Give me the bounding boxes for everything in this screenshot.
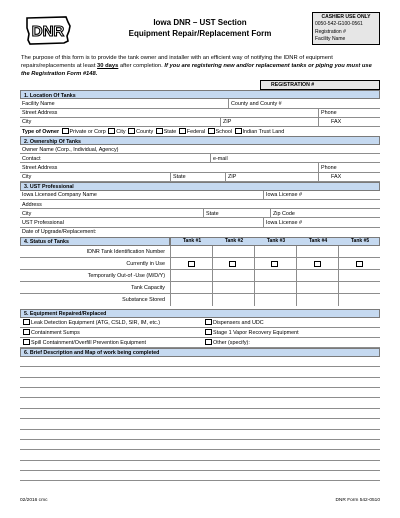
- description-line[interactable]: [20, 419, 380, 429]
- email-label: e-mail: [213, 155, 228, 162]
- other-label: Other (specify):: [213, 340, 250, 347]
- description-line[interactable]: [20, 409, 380, 419]
- county-label: County and County #: [231, 100, 282, 107]
- spill-option: [22, 339, 146, 346]
- substance-row[interactable]: [20, 294, 380, 306]
- divider: [338, 246, 339, 306]
- registration-row: [20, 80, 380, 90]
- divider: [225, 173, 226, 181]
- divider: [228, 99, 229, 107]
- tank4-header: Tank #4: [308, 238, 328, 245]
- section-professional-header: 3. UST Professional: [20, 182, 380, 191]
- intro-part2: after completion.: [118, 63, 165, 70]
- owner-city: City: [116, 129, 126, 136]
- other-option: [204, 339, 250, 346]
- cashier-code: 0050-542-G100-0561: [315, 21, 363, 28]
- city-label: City: [22, 119, 32, 126]
- professional-label: UST Professional: [22, 219, 64, 226]
- intro-part1: The purpose of this form is to provide the tank owner and installer with an efficient way of notifying the IDNR of equipment repairs/replacements at least: [21, 55, 333, 70]
- divider: [254, 246, 255, 306]
- location-city-row[interactable]: [20, 118, 380, 127]
- tank5-header: Tank #5: [350, 238, 370, 245]
- form-subtitle: Equipment Repair/Replacement Form: [128, 29, 272, 38]
- location-street-row[interactable]: [20, 109, 380, 118]
- description-lines[interactable]: [20, 357, 380, 482]
- owner-federal: Federal: [186, 129, 206, 136]
- pro-city-label: City: [22, 210, 32, 217]
- intro-text: [20, 54, 380, 78]
- divider: [263, 218, 264, 226]
- divider: [170, 246, 171, 306]
- owner-city-label: City: [22, 174, 32, 181]
- tank4-in-use-checkbox[interactable]: [314, 261, 321, 267]
- containment-checkbox[interactable]: [23, 329, 30, 335]
- divider: [212, 246, 213, 306]
- divider: [263, 191, 264, 199]
- other-checkbox[interactable]: [205, 339, 212, 345]
- address-row[interactable]: [20, 200, 380, 209]
- state-checkbox[interactable]: [156, 128, 163, 134]
- section-ownership-header: 2. Ownership Of Tanks: [20, 136, 380, 145]
- divider: [210, 154, 211, 162]
- description-line[interactable]: [20, 461, 380, 471]
- dispensers-checkbox[interactable]: [205, 319, 212, 325]
- spill-label: Spill Containment/Overfill Prevention Equipment: [31, 340, 147, 347]
- footer-form-number: DNR Form 542-0510: [335, 498, 380, 503]
- description-line[interactable]: [20, 471, 380, 481]
- pro-zip-label: Zip Code: [273, 210, 295, 217]
- divider: [296, 246, 297, 306]
- out-of-use-label: Temporarily Out-of -Use (M/D/Y): [87, 272, 165, 279]
- tank2-in-use-checkbox[interactable]: [229, 261, 236, 267]
- street-label: Street Address: [22, 110, 58, 117]
- divider: [318, 173, 319, 181]
- divider: [170, 173, 171, 181]
- spill-checkbox[interactable]: [23, 339, 30, 345]
- pro-city-row[interactable]: [20, 209, 380, 218]
- company-label: Iowa Licensed Company Name: [22, 192, 97, 199]
- tank-id-label: IDNR Tank Identification Number: [86, 248, 165, 255]
- owner-type-row: [20, 127, 380, 136]
- owner-state: State: [163, 129, 177, 136]
- description-line[interactable]: [20, 367, 380, 377]
- owner-school: School: [215, 129, 233, 136]
- equipment-row-1: [20, 318, 380, 328]
- owner-state-label: State: [173, 174, 186, 181]
- owner-indian-trust: Indian Trust Land: [242, 129, 285, 136]
- tank-status-grid: [20, 237, 380, 309]
- tank-id-row[interactable]: [20, 246, 380, 258]
- form-page: [20, 10, 380, 481]
- owner-zip-label: ZIP: [228, 174, 237, 181]
- tank3-in-use-checkbox[interactable]: [271, 261, 278, 267]
- county-checkbox[interactable]: [128, 128, 135, 134]
- owner-type-options: [22, 128, 284, 135]
- tank2-header: Tank #2: [224, 238, 244, 245]
- leak-detection-option: [22, 319, 160, 326]
- dispensers-option: [204, 319, 264, 326]
- description-line[interactable]: [20, 430, 380, 440]
- facility-row[interactable]: [20, 99, 380, 108]
- professional-row[interactable]: [20, 218, 380, 227]
- contact-label: Contact: [22, 155, 41, 162]
- phone-label: Phone: [321, 110, 337, 117]
- form-header: [20, 10, 380, 50]
- substance-label: Substance Stored: [122, 296, 165, 303]
- capacity-label: Tank Capacity: [131, 284, 165, 291]
- owner-phone-label: Phone: [321, 165, 337, 172]
- owner-street-label: Street Address: [22, 165, 58, 172]
- footer-date: 02/2016 cmc: [20, 498, 48, 503]
- contact-row[interactable]: [20, 154, 380, 163]
- description-line[interactable]: [20, 378, 380, 388]
- capacity-row[interactable]: [20, 282, 380, 294]
- equipment-row-3: [20, 338, 380, 348]
- license2-label: Iowa License #: [266, 219, 302, 226]
- owner-name-label: Owner Name (Corp., Individual, Agency): [22, 146, 119, 153]
- date-label: Date of Upgrade/Replacement:: [22, 229, 97, 236]
- in-use-label: Currently in Use: [126, 260, 165, 267]
- intro-days: 30 days: [97, 63, 119, 70]
- tank3-header: Tank #3: [266, 238, 286, 245]
- containment-option: [22, 329, 80, 336]
- section-description-header: 6. Brief Description and Map of work being completed: [20, 348, 380, 357]
- registration-field[interactable]: REGISTRATION #: [260, 80, 380, 90]
- cashier-registration: Registration #: [315, 28, 346, 35]
- date-row[interactable]: [20, 228, 380, 237]
- out-of-use-row[interactable]: [20, 270, 380, 282]
- tank-header-band: [170, 237, 380, 246]
- tank1-in-use-checkbox[interactable]: [188, 261, 195, 267]
- divider: [318, 118, 319, 126]
- leak-detection-checkbox[interactable]: [23, 319, 30, 325]
- section-equipment-header: 5. Equipment Repaired/Replaced: [20, 309, 380, 318]
- owner-county: County: [136, 129, 154, 136]
- school-checkbox[interactable]: [208, 128, 215, 134]
- divider: [270, 209, 271, 217]
- owner-street-row[interactable]: [20, 163, 380, 172]
- section-status-header: 4. Status of Tanks: [20, 237, 170, 246]
- dispensers-label: Dispensers and UDC: [213, 320, 264, 327]
- owner-name-row[interactable]: [20, 145, 380, 154]
- cashier-facility: Facility Name: [315, 35, 346, 42]
- owner-type-heading: Type of Owner: [22, 129, 60, 136]
- vapor-recovery-label: Stage 1 Vapor Recovery Equipment: [213, 330, 299, 337]
- fax-label: FAX: [331, 119, 342, 126]
- section-location-header: 1. Location Of Tanks: [20, 90, 380, 99]
- description-line[interactable]: [20, 388, 380, 398]
- cashier-heading: CASHIER USE ONLY: [321, 14, 371, 20]
- zip-label: ZIP: [223, 119, 232, 126]
- vapor-recovery-option: [204, 329, 299, 336]
- vapor-recovery-checkbox[interactable]: [205, 329, 212, 335]
- in-use-row: [20, 258, 380, 270]
- equipment-row-2: [20, 328, 380, 338]
- address-label: Address: [22, 201, 42, 208]
- pro-state-label: State: [206, 210, 219, 217]
- description-line[interactable]: [20, 450, 380, 460]
- company-row[interactable]: [20, 191, 380, 200]
- divider: [220, 118, 221, 126]
- owner-city-row[interactable]: [20, 173, 380, 182]
- indian-trust-checkbox[interactable]: [235, 128, 242, 134]
- owner-fax-label: FAX: [331, 174, 342, 181]
- intro-emphasis: If you are registering new and/or replacement tanks or piping you must use the Registration Form #148.: [21, 63, 372, 78]
- containment-label: Containment Sumps: [31, 330, 80, 337]
- form-title: Iowa DNR – UST Section: [153, 18, 247, 27]
- description-line[interactable]: [20, 357, 380, 367]
- description-line[interactable]: [20, 440, 380, 450]
- tank1-header: Tank #1: [182, 238, 202, 245]
- city-checkbox[interactable]: [108, 128, 115, 134]
- license-label: Iowa License #: [266, 192, 302, 199]
- facility-name-label: Facility Name: [22, 100, 55, 107]
- divider: [318, 109, 319, 117]
- divider: [318, 163, 319, 171]
- owner-private: Private or Corp: [69, 129, 106, 136]
- private-checkbox[interactable]: [62, 128, 69, 134]
- federal-checkbox[interactable]: [179, 128, 186, 134]
- tank5-in-use-checkbox[interactable]: [356, 261, 363, 267]
- logo-text: DNR: [31, 23, 65, 40]
- leak-detection-label: Leak Detection Equipment (ATG, CSLD, SIR, IM, etc.): [31, 320, 161, 327]
- description-line[interactable]: [20, 398, 380, 408]
- cashier-box: [312, 12, 380, 45]
- tank-rows: [20, 246, 380, 306]
- divider: [203, 209, 204, 217]
